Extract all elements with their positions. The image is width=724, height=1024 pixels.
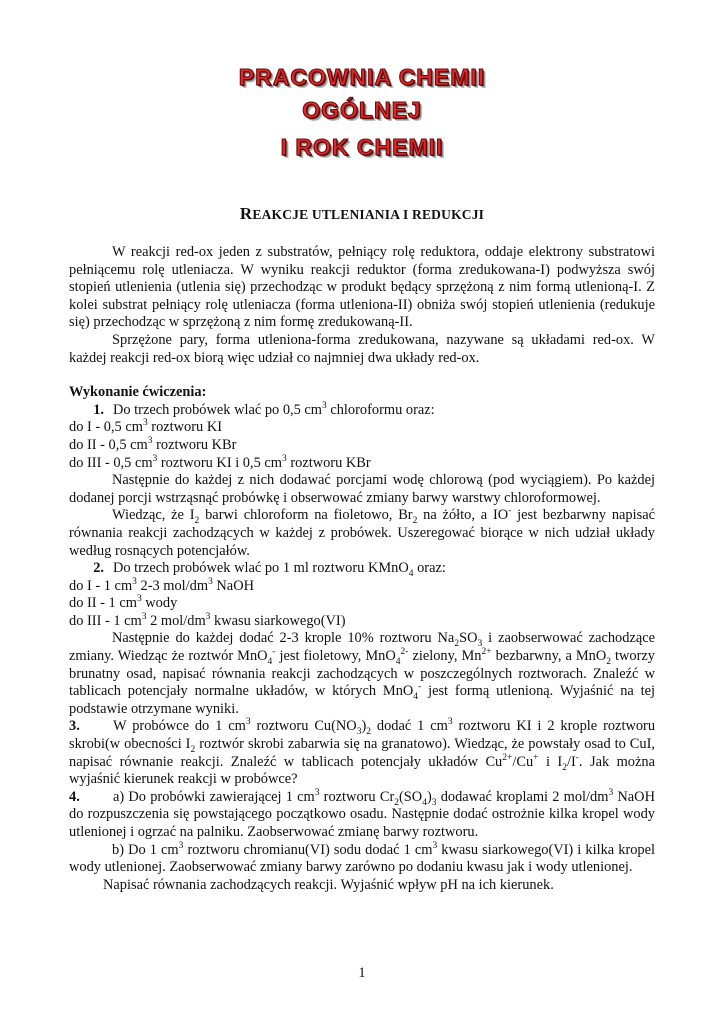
exercise-4-paragraph-a: 4. a) Do probówki zawierającej 1 $cm^3$ roztworu $Cr_2(SO_4)_3$ dodawać kroplami 2 mol/$dm^3$ NaOH do rozpuszczenia się powstającego początkowo osadu. Następnie dodać ostrożnie kilka kropel wody utlenionej i ogrzać na palniku. Zaobserwować zmianę barwy roztworu.	[69, 788, 655, 840]
banner-title-line-2: OGÓLNEJ	[302, 97, 422, 123]
heading-initial: R	[239, 204, 253, 223]
document-body	[69, 244, 655, 894]
section-title: Wykonanie ćwiczenia:	[69, 384, 207, 401]
intro-paragraph-2: Sprzężone pary, forma utleniona-forma zredukowana, nazywane są układami red-ox. W każdej reakcji red-ox biorą więc udział co najmniej dwa układy red-ox.	[69, 331, 655, 366]
exercise-2-tube-1: do I - 1 $cm^3$ 2-3 mol/$dm^3$ NaOH	[69, 576, 254, 594]
exercise-2-tube-2: do II - 1 $cm^3$ wody	[69, 594, 178, 612]
exercise-3-number: 3.	[69, 718, 80, 735]
exercise-1-paragraph-2: Wiedząc, że $I_2$ barwi chloroform na fioletowo, $Br_2$ na żółto, a IO- jest bezbarwny napisać równania reakcji zachodzących w każdej z probówek. Uszeregować biorące w nich udział układy według rosnących potencjałów.	[69, 506, 655, 559]
page-number: 1	[358, 965, 366, 981]
exercise-2-intro: 2. Do trzech probówek wlać po 1 ml roztworu KMnO$_4$ oraz:	[69, 560, 655, 578]
heading-rest: EAKCJE UTLENIANIA I REDUKCJI	[252, 207, 485, 222]
exercise-1-paragraph-1: Następnie do każdej z nich dodawać porcjami wodę chlorową (pod wyciągiem). Po każdej dodanej porcji wstrząsnąć probówkę i obserwować zmiany barwy warstwy chloroformowej.	[69, 472, 655, 506]
intro-paragraph-1: W reakcji red-ox jeden z substratów, pełniący rolę reduktora, oddaje elektrony substratowi pełniącemu rolę utleniacza. W wyniku reakcji reduktor (forma zredukowana-I) podwyższa swój stopień utlenienia (utlenia się) przechodząc w produkt będący sprzężoną z nim formą utlenioną-I. Z kolei substrat pełniący rolę utleniacza (forma utleniona-II) obniża swój stopień utlenienia (redukuje się) przechodząc w sprzężoną z nim formę zredukowaną-II.	[69, 244, 655, 331]
exercise-3-paragraph: 3. W probówce do 1 $cm^3$ roztworu $Cu(NO_3)_2$ dodać 1 $cm^3$ roztworu KI i 2 krople roztworu skrobi(w obecności $I_2$ roztwór skrobi zabarwia się na granatowo). Wiedząc, że powstały osad to CuI, napisać równanie reakcji. Znaleźć w tablicach potencjały układów $Cu^{2+}/Cu^+$ i $I_2/I^-$. Jak można wyjaśnić kierunek reakcji w probówce?	[69, 717, 656, 788]
exercise-2-number: 2.	[93, 560, 104, 577]
banner-title-line-1: PRACOWNIA CHEMII	[238, 64, 486, 90]
exercise-4-final-instruction: Napisać równania zachodzących reakcji. Wyjaśnić wpływ pH na ich kierunek.	[103, 876, 554, 893]
exercise-1-tube-2: do II - 0,5 $cm^3$ roztworu KBr	[69, 436, 237, 453]
exercise-4-number: 4.	[69, 788, 80, 805]
exercise-2-tube-3: do III - 1 $cm^3$ 2 mol/$dm^3$ kwasu siarkowego(VI)	[69, 612, 346, 629]
exercise-2-paragraph: Następnie do każdej dodać 2-3 krople 10% roztworu $Na_2SO_3$ i zaobserwować zachodzące zmiany. Wiedząc że roztwór MnO$_4$- jest fioletowy, MnO$_4^{2-}$ zielony, $Mn^{2+}$ bezbarwny, a MnO$_2$ tworzy brunatny osad, napisać równania reakcji zachodzących w poszczególnych roztworach. Znaleźć w tablicach potencjały normalne układów, w których MnO$_4$- jest formą utlenioną. Wyjaśnić na tej podstawie otrzymane wyniki.	[69, 630, 656, 717]
exercise-1-intro: 1. Do trzech probówek wlać po 0,5 $cm^3$ chloroformu oraz:	[69, 402, 655, 420]
exercise-1-tube-1: do I - 0,5 $cm^3$ roztworu KI	[69, 418, 223, 436]
exercise-4-paragraph-b: b) Do 1 $cm^3$ roztworu chromianu(VI) sodu dodać 1 $cm^3$ kwasu siarkowego(VI) i kilka kropel wody utlenionej. Zaobserwować zmiany barwy zarówno po dodaniu kwasu jak i wody utlenionej.	[69, 840, 656, 876]
banner-title-line-3: I ROK CHEMII	[280, 134, 444, 160]
exercise-1-number: 1.	[93, 401, 104, 418]
document-heading	[0, 204, 724, 224]
exercise-1-tube-3: do III - 0,5 $cm^3$ roztworu KI i 0,5 $cm^3$ roztworu KBr	[69, 453, 371, 471]
